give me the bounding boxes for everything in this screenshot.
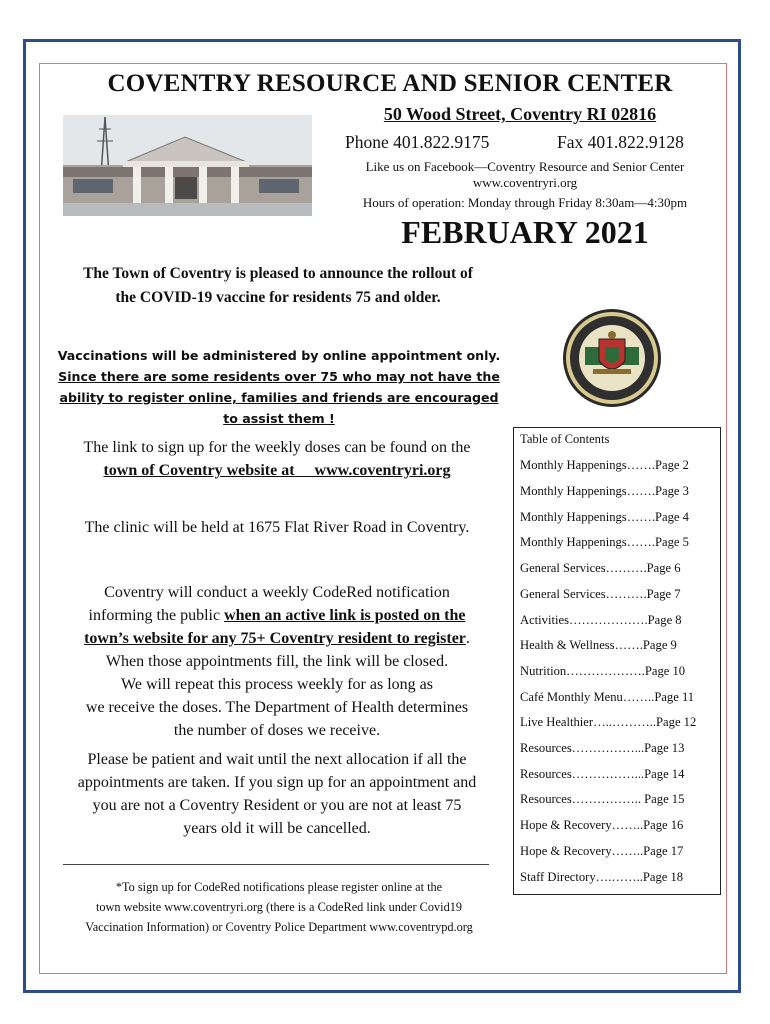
patience-line-2: appointments are taken. If you sign up for an appointment and <box>77 774 477 791</box>
codered-line-3-emphasis: town’s website for any 75+ Coventry resident to register <box>84 630 466 647</box>
codered-line-3 <box>52 627 502 650</box>
building-photo <box>63 115 312 216</box>
announcement <box>50 262 506 310</box>
announcement-line-1: The Town of Coventry is pleased to announce the rollout of <box>83 265 473 282</box>
codered-line-5: We will repeat this process weekly for as long as <box>121 676 433 693</box>
table-of-contents <box>513 427 721 895</box>
toc-item[interactable]: Activities……………….Page 8 <box>520 613 682 627</box>
footnote-line-3: Vaccination Information) or Coventry Police Department www.coventrypd.org <box>85 920 473 934</box>
footnote-line-2: town website www.coventryri.org (there is a CodeRed link under Covid19 <box>95 900 463 914</box>
codered-line-2 <box>52 604 502 627</box>
toc-item[interactable]: General Services……….Page 6 <box>520 561 681 575</box>
signup-link-info <box>52 436 502 482</box>
hours-of-operation: Hours of operation: Monday through Friday 8:30am—4:30pm <box>362 195 688 210</box>
toc-item[interactable]: Resources……………...Page 13 <box>520 741 685 755</box>
facebook-info <box>330 159 720 191</box>
vaccination-line-4: to assist them ! <box>223 411 335 426</box>
toc-item[interactable]: Staff Directory….……..Page 18 <box>520 870 684 884</box>
toc-item[interactable]: Nutrition……………….Page 10 <box>520 664 686 678</box>
footnote <box>50 877 508 937</box>
toc-item[interactable]: Monthly Happenings…….Page 3 <box>520 484 689 498</box>
codered-line-7: the number of doses we receive. <box>173 722 381 739</box>
patience-line-1: Please be patient and wait until the next allocation if all the <box>87 751 467 768</box>
signup-link-text: town of Coventry website at <box>103 462 295 479</box>
toc-item[interactable]: Resources……………...Page 14 <box>520 767 685 781</box>
announcement-line-2: the COVID-19 vaccine for residents 75 and older. <box>115 289 441 306</box>
facebook-line: Like us on Facebook—Coventry Resource and Senior Center <box>365 159 685 174</box>
codered-line-2-emphasis: when an active link is posted on the <box>224 607 466 624</box>
codered-line-1: Coventry will conduct a weekly CodeRed notification <box>104 584 450 601</box>
patience-line-4: years old it will be cancelled. <box>183 820 371 837</box>
toc-item[interactable]: Monthly Happenings…….Page 5 <box>520 535 689 549</box>
toc-item[interactable]: Health & Wellness…….Page 9 <box>520 638 677 652</box>
codered-line-6: we receive the doses. The Department of Health determines <box>85 699 469 716</box>
website-line: www.coventryri.org <box>472 175 578 190</box>
toc-title: Table of Contents <box>520 432 610 446</box>
vaccination-line-2: Since there are some residents over 75 who may not have the <box>58 369 500 384</box>
footnote-line-1: *To sign up for CodeRed notifications please register online at the <box>115 880 443 894</box>
clinic-location: The clinic will be held at 1675 Flat River Road in Coventry. <box>84 519 470 536</box>
fax-number: Fax 401.822.9128 <box>557 132 684 152</box>
toc-item[interactable]: Hope & Recovery……..Page 16 <box>520 818 684 832</box>
patience-notice <box>52 748 502 840</box>
codered-line-2-plain: informing the public <box>88 607 225 624</box>
signup-link-line-1: The link to sign up for the weekly doses can be found on the <box>83 439 471 456</box>
town-seal-logo <box>561 307 663 409</box>
footnote-divider <box>63 864 489 865</box>
toc-item[interactable]: Café Monthly Menu……..Page 11 <box>520 690 695 704</box>
toc-item[interactable]: Hope & Recovery……..Page 17 <box>520 844 684 858</box>
codered-line-4: When those appointments fill, the link will be closed. <box>105 653 449 670</box>
signup-link-line-2 <box>52 459 502 482</box>
vaccination-line-3: ability to register online, families and friends are encouraged <box>59 390 499 405</box>
toc-item[interactable]: Resources…………….. Page 15 <box>520 792 685 806</box>
toc-item[interactable]: Monthly Happenings…….Page 4 <box>520 510 689 524</box>
codered-info <box>52 581 502 742</box>
vaccination-line-1: Vaccinations will be administered by online appointment only. <box>57 348 501 363</box>
issue-month: FEBRUARY 2021 <box>401 214 649 250</box>
phone-number: Phone 401.822.9175 <box>345 132 490 152</box>
toc-item[interactable]: Monthly Happenings…….Page 2 <box>520 458 689 472</box>
page-title: COVENTRY RESOURCE AND SENIOR CENTER <box>107 70 673 97</box>
patience-line-3: you are not a Coventry Resident or you are not at least 75 <box>92 797 462 814</box>
coventry-website-link[interactable]: www.coventryri.org <box>314 462 451 479</box>
toc-item[interactable]: Live Healthier…..………..Page 12 <box>520 715 697 729</box>
vaccination-notice <box>52 345 506 429</box>
codered-line-3-end: . <box>465 630 470 647</box>
toc-item[interactable]: General Services……….Page 7 <box>520 587 681 601</box>
address: 50 Wood Street, Coventry RI 02816 <box>383 104 657 124</box>
